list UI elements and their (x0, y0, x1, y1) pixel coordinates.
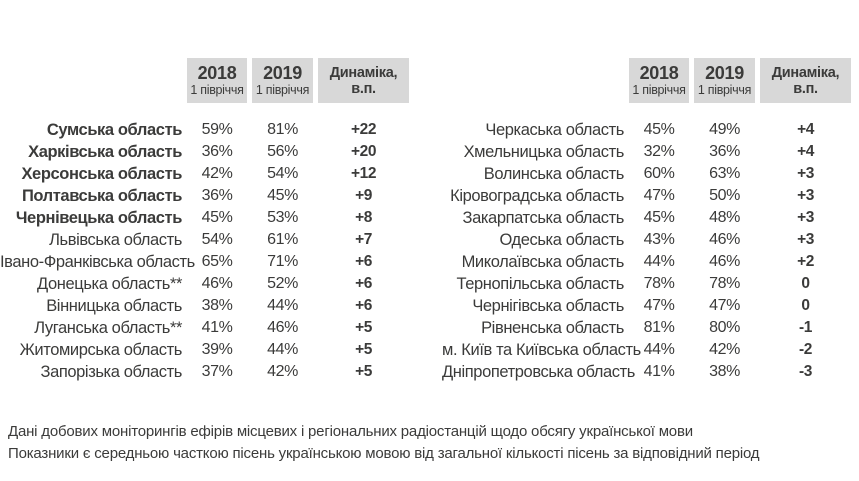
region-name: м. Київ та Київська область (442, 340, 641, 359)
value-2019: 44% (267, 297, 298, 314)
table-row (0, 229, 409, 251)
value-2019: 42% (267, 363, 298, 380)
value-2018: 78% (643, 275, 675, 292)
value-2018: 45% (643, 121, 675, 138)
region-name: Житомирська область (19, 340, 182, 359)
value-2018: 39% (201, 341, 233, 358)
value-2019: 53% (267, 209, 298, 226)
table-row (0, 317, 409, 339)
dynamics-value: -2 (799, 341, 812, 358)
value-2019: 71% (267, 253, 298, 270)
value-2019: 78% (709, 275, 740, 292)
table-row (0, 163, 409, 185)
dynamics-value: +7 (355, 231, 372, 248)
dynamics-value: +6 (355, 253, 372, 270)
value-2019: 45% (267, 187, 298, 204)
table-row (442, 339, 851, 361)
dynamics-value: +3 (797, 231, 814, 248)
value-2018: 41% (201, 319, 233, 336)
column-header-year: 2019 (263, 63, 302, 83)
region-name: Закарпатська область (462, 208, 624, 227)
table-row (442, 361, 851, 383)
column-header-dynamics-label: Динаміка, в.п. (329, 64, 398, 97)
value-2019: 38% (709, 363, 740, 380)
table-right-rows (442, 119, 851, 383)
value-2019: 52% (267, 275, 298, 292)
value-2018: 41% (643, 363, 675, 380)
table-row (442, 207, 851, 229)
column-header-2019 (694, 58, 755, 103)
value-2018: 37% (201, 363, 233, 380)
table-left-header (0, 58, 409, 103)
value-2019: 81% (267, 121, 298, 138)
region-name: Дніпропетровська область (442, 362, 635, 381)
column-header-subtitle: 1 півріччя (697, 83, 752, 97)
region-name: Хмельницька область (463, 142, 624, 161)
footer-note-line1: Дані добових моніторингів ефірів місцевих і регіональних радіостанцій щодо обсягу української мови (8, 423, 693, 440)
value-2019: 54% (267, 165, 298, 182)
table-row (442, 251, 851, 273)
value-2018: 43% (643, 231, 675, 248)
dynamics-value: +4 (797, 143, 814, 160)
value-2019: 42% (709, 341, 740, 358)
table-row (0, 251, 409, 273)
column-header-dynamics-label: Динаміка, в.п. (771, 64, 840, 97)
value-2019: 47% (709, 297, 740, 314)
table-right (442, 58, 851, 383)
value-2019: 80% (709, 319, 740, 336)
column-header-year: 2019 (705, 63, 744, 83)
table-right-header (442, 58, 851, 103)
value-2018: 47% (643, 187, 675, 204)
table-row (0, 361, 409, 383)
dynamics-value: +5 (355, 363, 372, 380)
region-name: Івано-Франківська область (0, 252, 195, 271)
dynamics-value: +6 (355, 297, 372, 314)
value-2019: 46% (709, 231, 740, 248)
column-header-subtitle: 1 півріччя (190, 83, 244, 97)
value-2018: 45% (643, 209, 675, 226)
dynamics-value: +6 (355, 275, 372, 292)
dynamics-value: -1 (799, 319, 812, 336)
dynamics-value: +8 (355, 209, 372, 226)
value-2018: 60% (643, 165, 675, 182)
table-row (0, 207, 409, 229)
value-2018: 32% (643, 143, 675, 160)
region-name: Кіровоградська область (450, 186, 624, 205)
value-2019: 44% (267, 341, 298, 358)
dynamics-value: +3 (797, 209, 814, 226)
value-2018: 44% (643, 253, 675, 270)
dynamics-value: +4 (797, 121, 814, 138)
table-row (442, 141, 851, 163)
region-name: Тернопільська область (456, 274, 624, 293)
value-2018: 47% (643, 297, 675, 314)
table-row (442, 229, 851, 251)
column-header-dynamics (318, 58, 409, 103)
dynamics-value: +9 (355, 187, 372, 204)
value-2018: 81% (643, 319, 675, 336)
footer-note (8, 421, 759, 465)
value-2018: 36% (201, 143, 233, 160)
value-2018: 59% (201, 121, 233, 138)
dynamics-value: +20 (350, 143, 377, 160)
dynamics-value: -3 (799, 363, 812, 380)
region-name: Миколаївська область (461, 252, 624, 271)
column-header-2018 (629, 58, 689, 103)
region-name: Вінницька область (46, 296, 182, 315)
dynamics-value: +3 (797, 165, 814, 182)
value-2019: 49% (709, 121, 740, 138)
region-name: Одеська область (499, 230, 624, 249)
table-row (0, 141, 409, 163)
table-row (0, 339, 409, 361)
value-2019: 50% (709, 187, 740, 204)
value-2018: 38% (201, 297, 233, 314)
table-row (0, 295, 409, 317)
region-name: Донецька область** (37, 274, 182, 293)
value-2018: 54% (201, 231, 233, 248)
table-left (0, 58, 409, 383)
region-name: Сумська область (46, 120, 182, 139)
dynamics-value: +22 (350, 121, 377, 138)
region-name: Херсонська область (21, 164, 182, 183)
value-2018: 44% (643, 341, 675, 358)
table-row (442, 295, 851, 317)
column-header-subtitle: 1 півріччя (255, 83, 310, 97)
value-2019: 46% (267, 319, 298, 336)
value-2018: 46% (201, 275, 233, 292)
column-header-subtitle: 1 півріччя (632, 83, 686, 97)
dynamics-value: +2 (797, 253, 814, 270)
table-row (442, 317, 851, 339)
region-name: Полтавська область (21, 186, 182, 205)
column-header-2019 (252, 58, 313, 103)
column-header-2018 (187, 58, 247, 103)
value-2018: 36% (201, 187, 233, 204)
table-row (0, 119, 409, 141)
region-name: Запорізька область (40, 362, 182, 381)
table-row (0, 185, 409, 207)
region-name: Харківська область (28, 142, 182, 161)
value-2018: 65% (201, 253, 233, 270)
column-header-dynamics (760, 58, 851, 103)
dynamics-value: +5 (355, 319, 372, 336)
column-header-year: 2018 (197, 63, 237, 83)
column-header-year: 2018 (639, 63, 679, 83)
table-row (442, 185, 851, 207)
value-2019: 36% (709, 143, 740, 160)
table-left-rows (0, 119, 409, 383)
region-name: Луганська область** (34, 318, 182, 337)
dynamics-value: 0 (801, 297, 810, 314)
region-name: Волинська область (483, 164, 624, 183)
dynamics-value: +12 (350, 165, 377, 182)
region-name: Чернігівська область (472, 296, 624, 315)
value-2018: 45% (201, 209, 233, 226)
region-name: Чернівецька область (15, 208, 182, 227)
dynamics-value: +5 (355, 341, 372, 358)
region-name: Черкаська область (485, 120, 624, 139)
value-2019: 46% (709, 253, 740, 270)
table-row (442, 273, 851, 295)
footer-note-line2: Показники є середньою часткою пісень українською мовою від загальної кількості пісень за відповідний період (8, 445, 760, 462)
dynamics-value: 0 (801, 275, 810, 292)
table-row (442, 119, 851, 141)
value-2019: 56% (267, 143, 298, 160)
value-2019: 63% (709, 165, 740, 182)
value-2019: 48% (709, 209, 740, 226)
table-row (442, 163, 851, 185)
region-name: Рівненська область (481, 318, 624, 337)
value-2019: 61% (267, 231, 298, 248)
table-row (0, 273, 409, 295)
region-name: Львівська область (49, 230, 182, 249)
dynamics-value: +3 (797, 187, 814, 204)
value-2018: 42% (201, 165, 233, 182)
